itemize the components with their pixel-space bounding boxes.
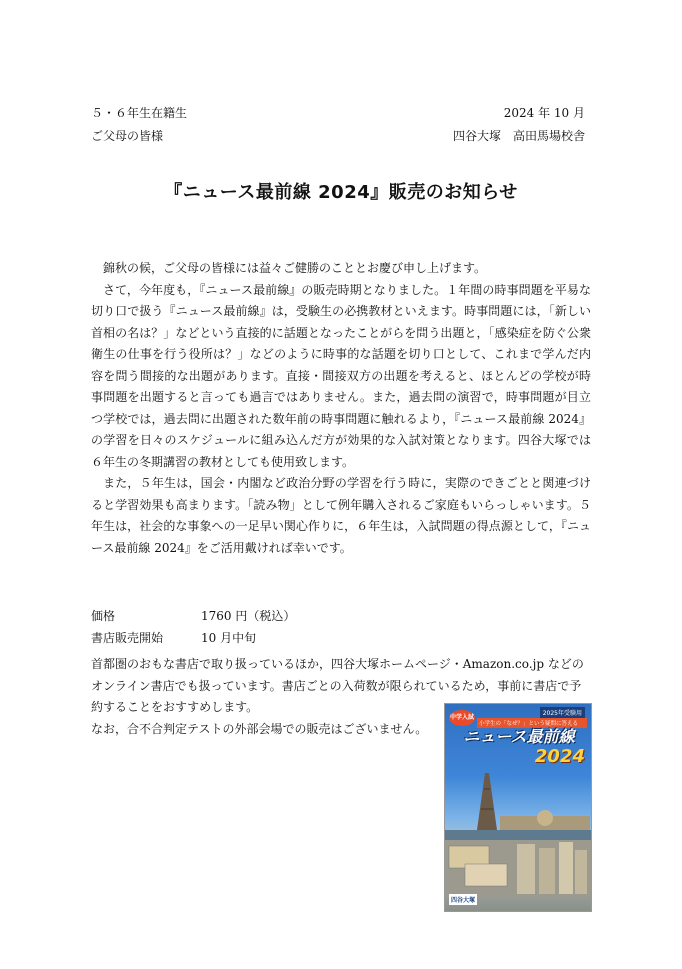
greeting-paragraph: 錦秋の候，ご父母の皆様には益々ご健勝のこととお慶び申し上げます。	[103, 261, 487, 275]
sale-start-label: 書店販売開始	[91, 631, 164, 645]
body-paragraph-1: さて，今年度も，『ニュース最前線』の販売時期となりました。１年間の時事問題を平易な切り口で扱う『ニュース最前線』は，受験生の必携教材といえます。時事問題には，「新しい首相の名は？」などという直接的に話題となったことがらを問う出題と，「感染症を防ぐ公衆衛生の仕事を行う役所は？」などのように時事的な話題を切り口として、これまで学んだ内容を問う間接的な出題があります。直接・間接双方の出題を考えると、ほとんどの学校が時事問題を出題すると言っても過言ではありません。また，過去問の演習で，時事問題が目立つ学校では，過去問に出題された数年前の時事問題に触れるより，『ニュース最前線 2024』の学習を日々のスケジュールに組み込んだ方が効果的な入試対策となります。四谷大塚では６年生の冬期講習の教材としても使用致します。	[91, 282, 591, 469]
letter-body	[91, 258, 591, 559]
issue-date: 2024 年 10 月	[503, 106, 585, 120]
price-value: 1760 円（税込）	[201, 609, 296, 623]
cover-subtitle: 小学生の「なぜ？」という疑問に答える	[477, 718, 587, 728]
page-title: 『ニュース最前線 2024』販売のお知らせ	[164, 182, 518, 203]
price-label: 価格	[91, 609, 116, 623]
cover-badge: 中学入試	[449, 710, 475, 726]
recipient-line-2: ご父母の皆様	[91, 129, 164, 143]
cover-year-tag: 2025年受験用	[540, 707, 585, 718]
sender: 四谷大塚 高田馬場校舎	[452, 129, 585, 143]
book-cover-image	[444, 703, 592, 912]
sale-start-value: 10 月中旬	[201, 631, 257, 645]
recipient-line-1: ５・６年生在籍生	[91, 106, 188, 120]
availability-text: 首都圏のおもな書店で取り扱っているほか，四谷大塚ホームページ・Amazon.co.jp などのオンライン書店でも扱っています。書店ごとの入荷数が限られているため，事前に書店で予約することをおすすめします。	[91, 657, 584, 714]
venue-note: なお，合不合判定テストの外部会場での販売はございません。	[91, 721, 428, 736]
cover-publisher-logo: 四谷大塚	[449, 894, 477, 905]
cover-year: 2024	[534, 746, 585, 767]
body-paragraph-2: また，５年生は，国会・内閣など政治分野の学習を行う時に，実際のできごとと関連づけると学習効果も高まります。「読み物」として例年購入されるご家庭もいらっしゃいます。５年生は，社会的な事象への一足早い関心作りに，６年生は，入試問題の得点源として，『ニュース最前線 2024』をご活用戴ければ幸いです。	[91, 476, 591, 555]
cover-illustration	[445, 768, 591, 898]
cover-title: ニュース最前線	[463, 727, 575, 746]
